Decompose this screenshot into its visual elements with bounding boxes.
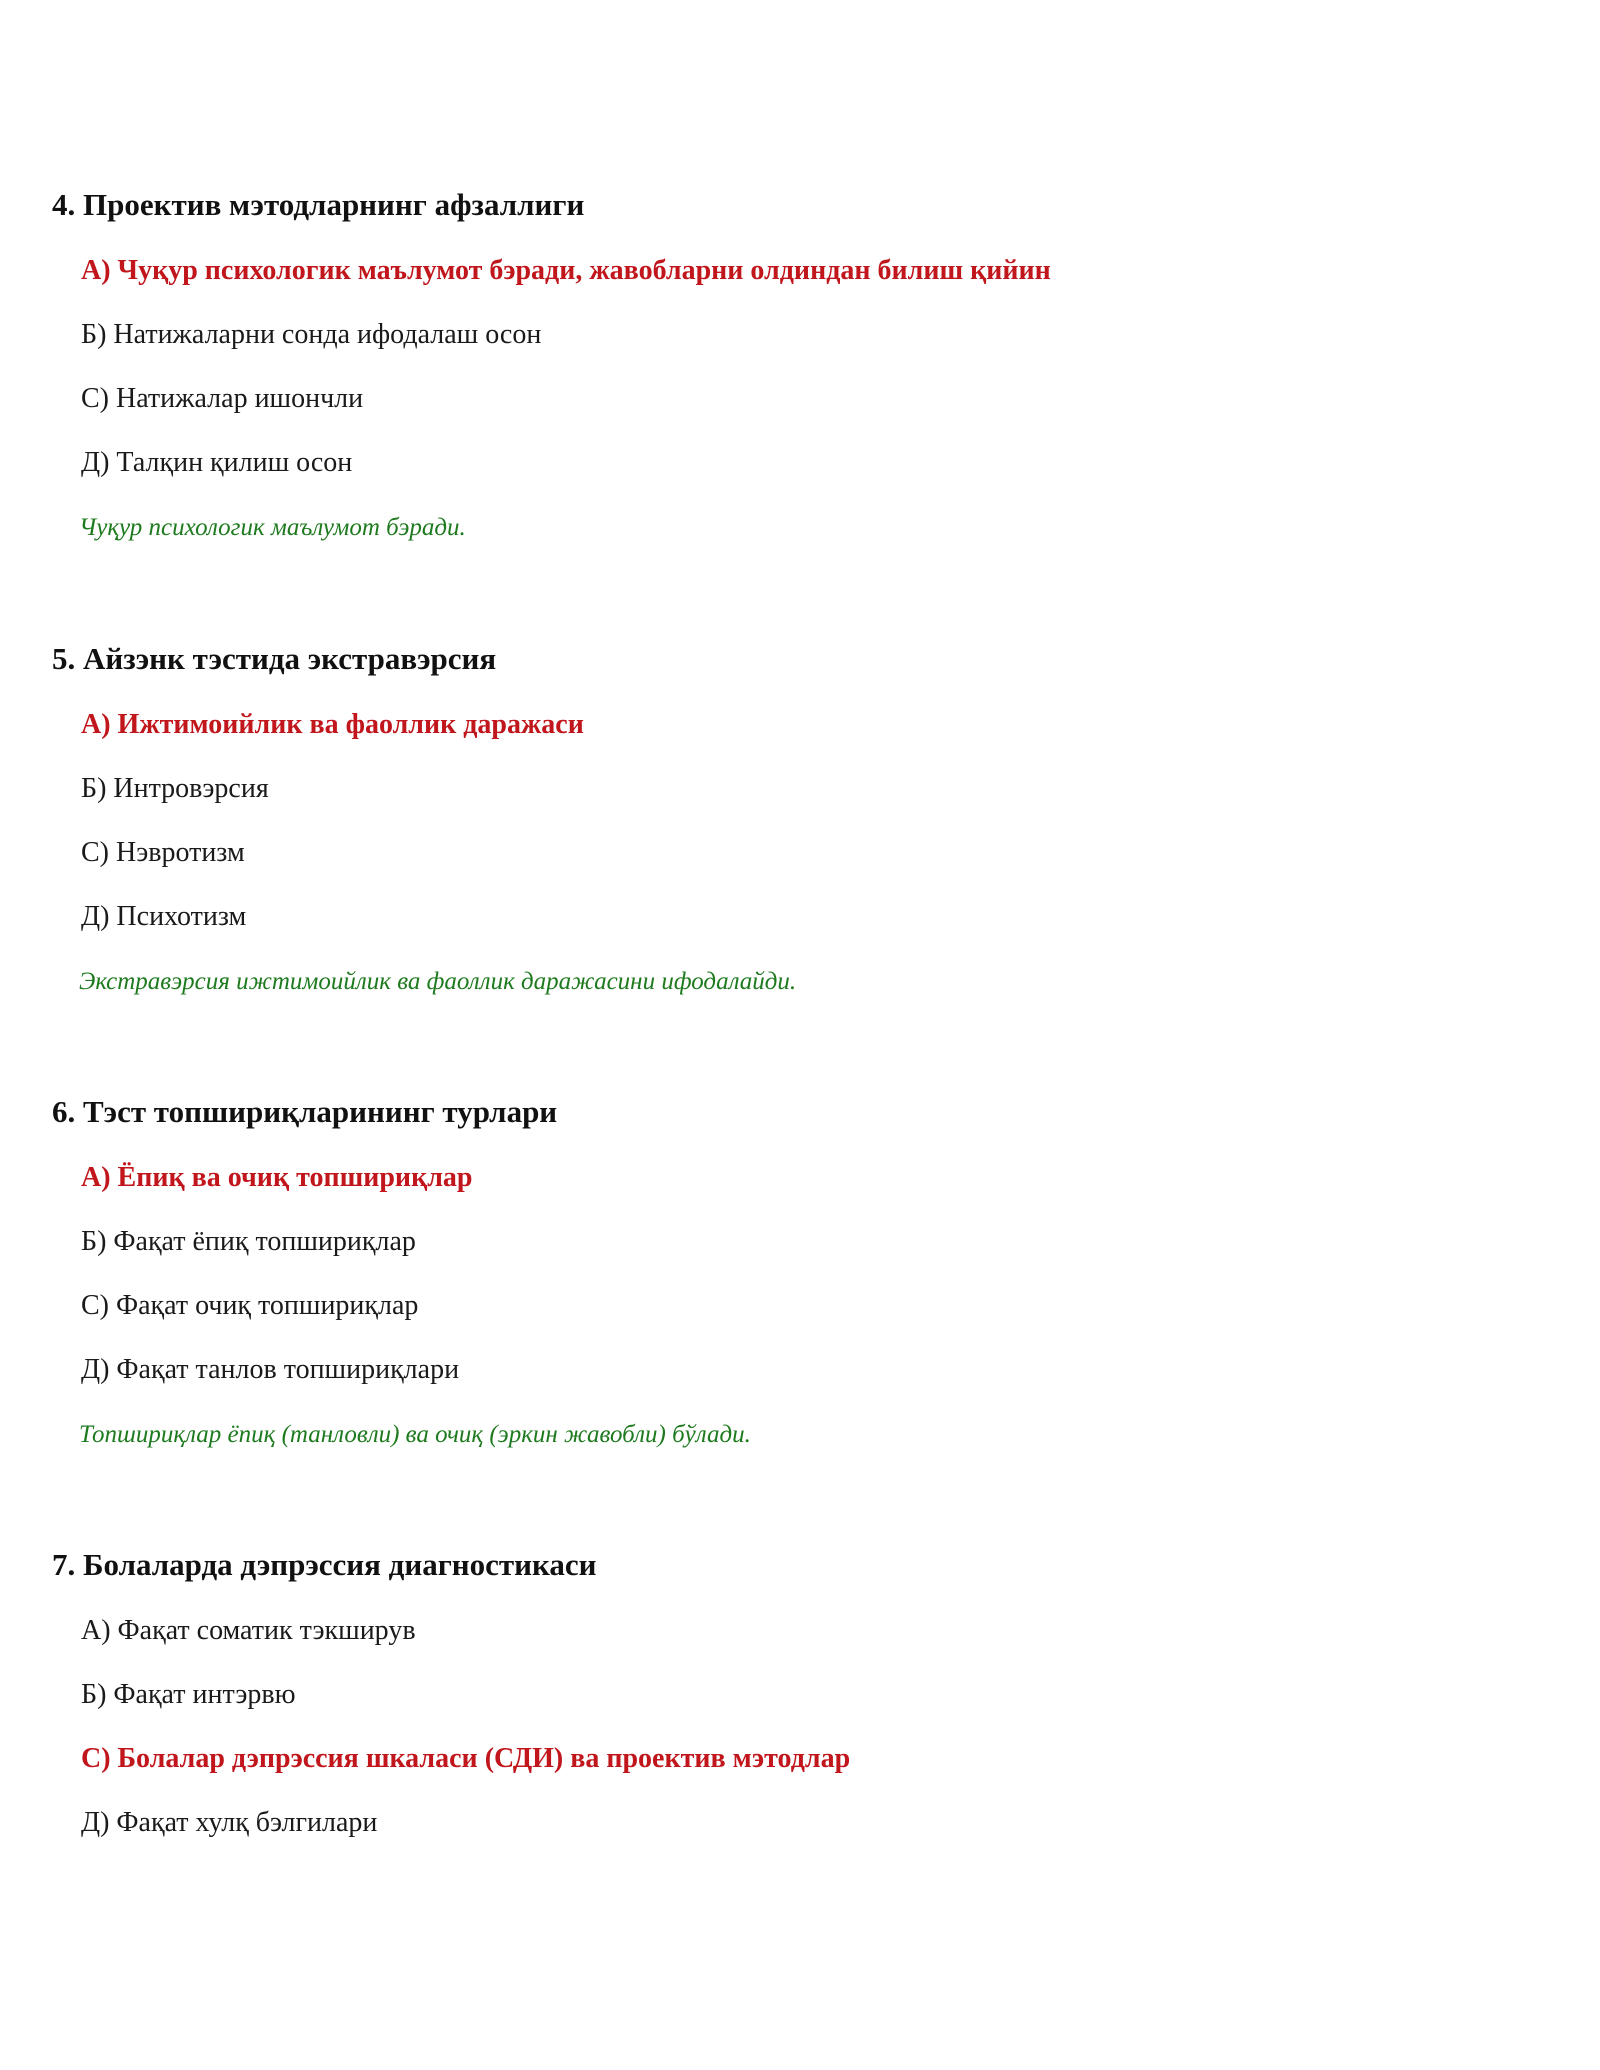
answer-option-b: Б) Интровэрсия xyxy=(81,773,269,804)
question-title: 5. Айзэнк тэстида экстравэрсия xyxy=(52,641,497,676)
answer-option-d: Д) Психотизм xyxy=(81,901,247,932)
answer-option-c: С) Нэвротизм xyxy=(81,837,245,868)
answer-option-a-correct: А) Чуқур психологик маълумот бэради, жавобларни олдиндан билиш қийин xyxy=(81,255,1051,286)
answer-explanation: Чуқур психологик маълумот бэради. xyxy=(79,514,466,541)
question-title: 4. Проектив мэтодларнинг афзаллиги xyxy=(52,187,585,222)
answer-option-b: Б) Натижаларни сонда ифодалаш осон xyxy=(81,319,542,350)
answer-option-d: Д) Талқин қилиш осон xyxy=(81,447,353,478)
answer-option-c-correct: С) Болалар дэпрэссия шкаласи (СДИ) ва проектив мэтодлар xyxy=(81,1743,851,1774)
answer-option-b: Б) Фақат интэрвю xyxy=(81,1679,296,1710)
answer-option-a: А) Фақат соматик тэкширув xyxy=(81,1615,416,1646)
answer-option-c: С) Натижалар ишончли xyxy=(81,383,364,414)
answer-option-d: Д) Фақат хулқ бэлгилари xyxy=(81,1807,378,1838)
answer-option-a-correct: А) Ёпиқ ва очиқ топшириқлар xyxy=(81,1162,473,1193)
answer-option-a-correct: А) Ижтимоийлик ва фаоллик даражаси xyxy=(81,709,584,740)
answer-explanation: Топшириқлар ёпиқ (танловли) ва очиқ (эркин жавобли) бўлади. xyxy=(79,1421,751,1448)
answer-explanation: Экстравэрсия ижтимоийлик ва фаоллик даражасини ифодалайди. xyxy=(79,968,797,995)
question-title: 7. Болаларда дэпрэссия диагностикаси xyxy=(52,1547,597,1582)
answer-option-d: Д) Фақат танлов топшириқлари xyxy=(81,1354,460,1385)
answer-option-b: Б) Фақат ёпиқ топшириқлар xyxy=(81,1226,416,1257)
question-title: 6. Тэст топшириқларининг турлари xyxy=(52,1094,558,1129)
answer-option-c: С) Фақат очиқ топшириқлар xyxy=(81,1290,419,1321)
